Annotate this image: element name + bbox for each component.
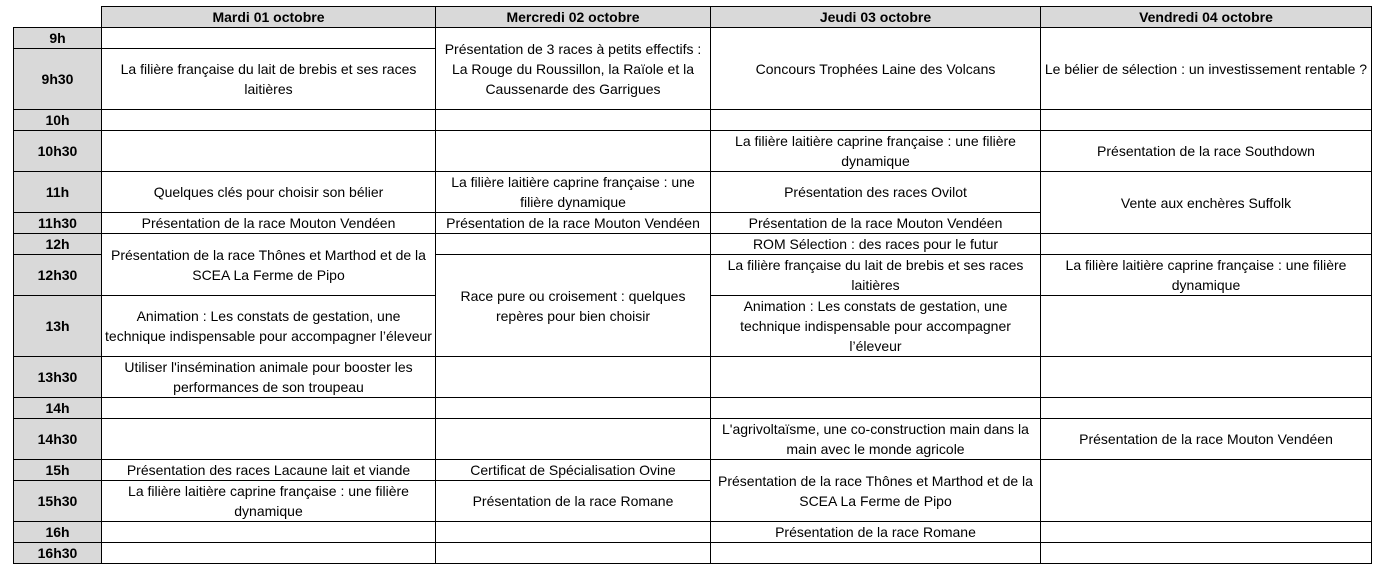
empty-slot — [711, 357, 1041, 398]
empty-slot — [436, 131, 711, 172]
event-cell: La filière laitière caprine française : une filière dynamique — [102, 481, 436, 522]
event-cell: L'agrivoltaïsme, une co-construction main dans la main avec le monde agricole — [711, 419, 1041, 460]
empty-slot — [102, 398, 436, 419]
event-cell: La filière laitière caprine française : une filière dynamique — [711, 131, 1041, 172]
event-cell: Présentation de la race Mouton Vendéen — [711, 213, 1041, 234]
event-cell: Présentation des races Lacaune lait et viande — [102, 460, 436, 481]
time-label: 9h30 — [14, 49, 102, 110]
empty-slot — [436, 398, 711, 419]
empty-slot — [1041, 296, 1372, 357]
empty-slot — [1041, 522, 1372, 543]
event-cell: La filière laitière caprine française : une filière dynamique — [1041, 255, 1372, 296]
event-cell: La filière française du lait de brebis et ses races laitières — [102, 49, 436, 110]
event-cell: Race pure ou croisement : quelques repères pour bien choisir — [436, 255, 711, 357]
empty-slot — [436, 357, 711, 398]
empty-slot — [102, 419, 436, 460]
day-header-thursday: Jeudi 03 octobre — [711, 7, 1041, 28]
empty-slot — [1041, 357, 1372, 398]
event-cell: Présentation de 3 races à petits effectifs : La Rouge du Roussillon, la Raïole et la Caussenarde des Garrigues — [436, 28, 711, 110]
time-label: 14h — [14, 398, 102, 419]
day-header-wednesday: Mercredi 02 octobre — [436, 7, 711, 28]
time-label: 11h — [14, 172, 102, 213]
event-cell: Animation : Les constats de gestation, une technique indispensable pour accompagner l’éleveur — [711, 296, 1041, 357]
empty-slot — [102, 28, 436, 49]
event-cell: Utiliser l'insémination animale pour booster les performances de son troupeau — [102, 357, 436, 398]
time-label: 15h30 — [14, 481, 102, 522]
time-label: 13h — [14, 296, 102, 357]
time-label: 16h30 — [14, 543, 102, 564]
event-cell: Présentation des races Ovilot — [711, 172, 1041, 213]
empty-slot — [102, 543, 436, 564]
event-cell: Présentation de la race Southdown — [1041, 131, 1372, 172]
time-label: 15h — [14, 460, 102, 481]
time-label: 12h30 — [14, 255, 102, 296]
event-cell: La filière laitière caprine française : une filière dynamique — [436, 172, 711, 213]
empty-slot — [102, 110, 436, 131]
empty-slot — [102, 522, 436, 543]
event-cell: Présentation de la race Thônes et Marthod et de la SCEA La Ferme de Pipo — [102, 234, 436, 296]
event-cell: Présentation de la race Mouton Vendéen — [1041, 419, 1372, 460]
empty-slot — [436, 543, 711, 564]
day-header-friday: Vendredi 04 octobre — [1041, 7, 1372, 28]
empty-slot — [1041, 543, 1372, 564]
event-cell: ROM Sélection : des races pour le futur — [711, 234, 1041, 255]
event-cell: Concours Trophées Laine des Volcans — [711, 28, 1041, 110]
empty-slot — [436, 234, 711, 255]
header-corner — [14, 7, 102, 28]
empty-slot — [436, 110, 711, 131]
event-cell: Présentation de la race Mouton Vendéen — [436, 213, 711, 234]
schedule-table — [13, 6, 1372, 564]
empty-slot — [1041, 234, 1372, 255]
time-label: 10h — [14, 110, 102, 131]
time-label: 14h30 — [14, 419, 102, 460]
empty-slot — [1041, 110, 1372, 131]
time-label: 9h — [14, 28, 102, 49]
empty-slot — [1041, 398, 1372, 419]
empty-slot — [711, 110, 1041, 131]
empty-slot — [436, 522, 711, 543]
event-cell: Le bélier de sélection : un investissement rentable ? — [1041, 28, 1372, 110]
time-label: 16h — [14, 522, 102, 543]
time-label: 11h30 — [14, 213, 102, 234]
event-cell: Présentation de la race Mouton Vendéen — [102, 213, 436, 234]
empty-slot — [711, 398, 1041, 419]
empty-slot — [711, 543, 1041, 564]
time-label: 13h30 — [14, 357, 102, 398]
empty-slot — [1041, 460, 1372, 522]
event-cell: Quelques clés pour choisir son bélier — [102, 172, 436, 213]
event-cell: Présentation de la race Romane — [711, 522, 1041, 543]
empty-slot — [102, 131, 436, 172]
event-cell: La filière française du lait de brebis et ses races laitières — [711, 255, 1041, 296]
event-cell: Présentation de la race Romane — [436, 481, 711, 522]
event-cell: Certificat de Spécialisation Ovine — [436, 460, 711, 481]
empty-slot — [436, 419, 711, 460]
time-label: 12h — [14, 234, 102, 255]
day-header-tuesday: Mardi 01 octobre — [102, 7, 436, 28]
event-cell: Animation : Les constats de gestation, une technique indispensable pour accompagner l’éleveur — [102, 296, 436, 357]
event-cell: Vente aux enchères Suffolk — [1041, 172, 1372, 234]
time-label: 10h30 — [14, 131, 102, 172]
event-cell: Présentation de la race Thônes et Marthod et de la SCEA La Ferme de Pipo — [711, 460, 1041, 522]
